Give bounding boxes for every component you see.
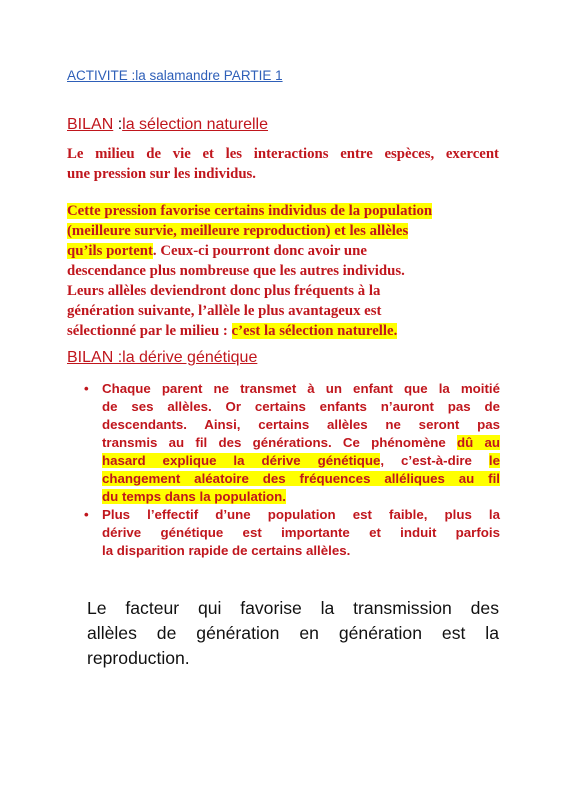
bilan-derive-heading [67,349,257,367]
paragraph-text: génération suivante, l’allèle le plus avantageux est [67,303,382,319]
bilan-derive-title: BILAN :la dérive génétique [67,349,258,366]
paragraph-text: . Ceux-ci pourront donc avoir une [152,243,367,259]
list-item [84,380,500,506]
highlighted-text: dû au [457,435,500,450]
paragraph-text: Leurs allèles deviendront donc plus fréquents à la [67,283,381,299]
conclusion-line: allèles de génération en génération est la [87,623,499,643]
paragraph-text: descendance plus nombreuse que les autres individus. [67,263,405,279]
bullet-text: , c’est-à-dire [380,453,489,468]
highlighted-text: hasard explique la dérive génétique [102,453,381,468]
bullet-line: Chaque parent ne transmet à un enfant que la moitié [102,381,500,396]
bullet-line: dérive génétique est importante et induit parfois [102,525,500,540]
bilan-label: BILAN [67,116,114,133]
highlighted-text: le [488,453,500,468]
bilan-colon: : [113,116,123,133]
bullet-line: la disparition rapide de certains allèles. [102,543,351,558]
intro-line: une pression sur les individus. [67,166,257,182]
bullet-icon: • [84,507,89,522]
intro-paragraph [67,144,499,184]
bullet-icon: • [84,381,89,396]
intro-line: Le milieu de vie et les interactions entre espèces, exercent [67,146,499,162]
activity-title: ACTIVITE :la salamandre PARTIE 1 [67,68,283,83]
highlighted-text: changement aléatoire des fréquences alléliques au fil [102,471,500,486]
bilan-selection-title: la sélection naturelle [122,116,269,133]
bilan-selection-heading [67,116,268,134]
conclusion-line: reproduction. [87,648,190,668]
highlighted-text: c’est la sélection naturelle. [231,323,398,339]
pressure-paragraph [67,201,499,341]
conclusion-line: Le facteur qui favorise la transmission des [87,598,499,618]
bullet-list [84,380,500,560]
bullet-line: descendants. Ainsi, certains allèles ne seront pas [102,417,500,432]
paragraph-text: sélectionné par le milieu : [67,323,232,339]
bullet-text: transmis au fil des générations. Ce phénomène [102,435,457,450]
bullet-line: de ses allèles. Or certains enfants n’auront pas de [102,399,500,414]
highlighted-text: (meilleure survie, meilleure reproduction) et les allèles [67,223,409,239]
list-item [84,506,500,560]
conclusion-paragraph [87,596,499,671]
highlighted-text: Cette pression favorise certains individus de la population [67,203,433,219]
bullet-line: Plus l’effectif d’une population est faible, plus la [102,507,500,522]
highlighted-text: du temps dans la population. [102,489,286,504]
highlighted-text: qu’ils portent [67,243,153,259]
